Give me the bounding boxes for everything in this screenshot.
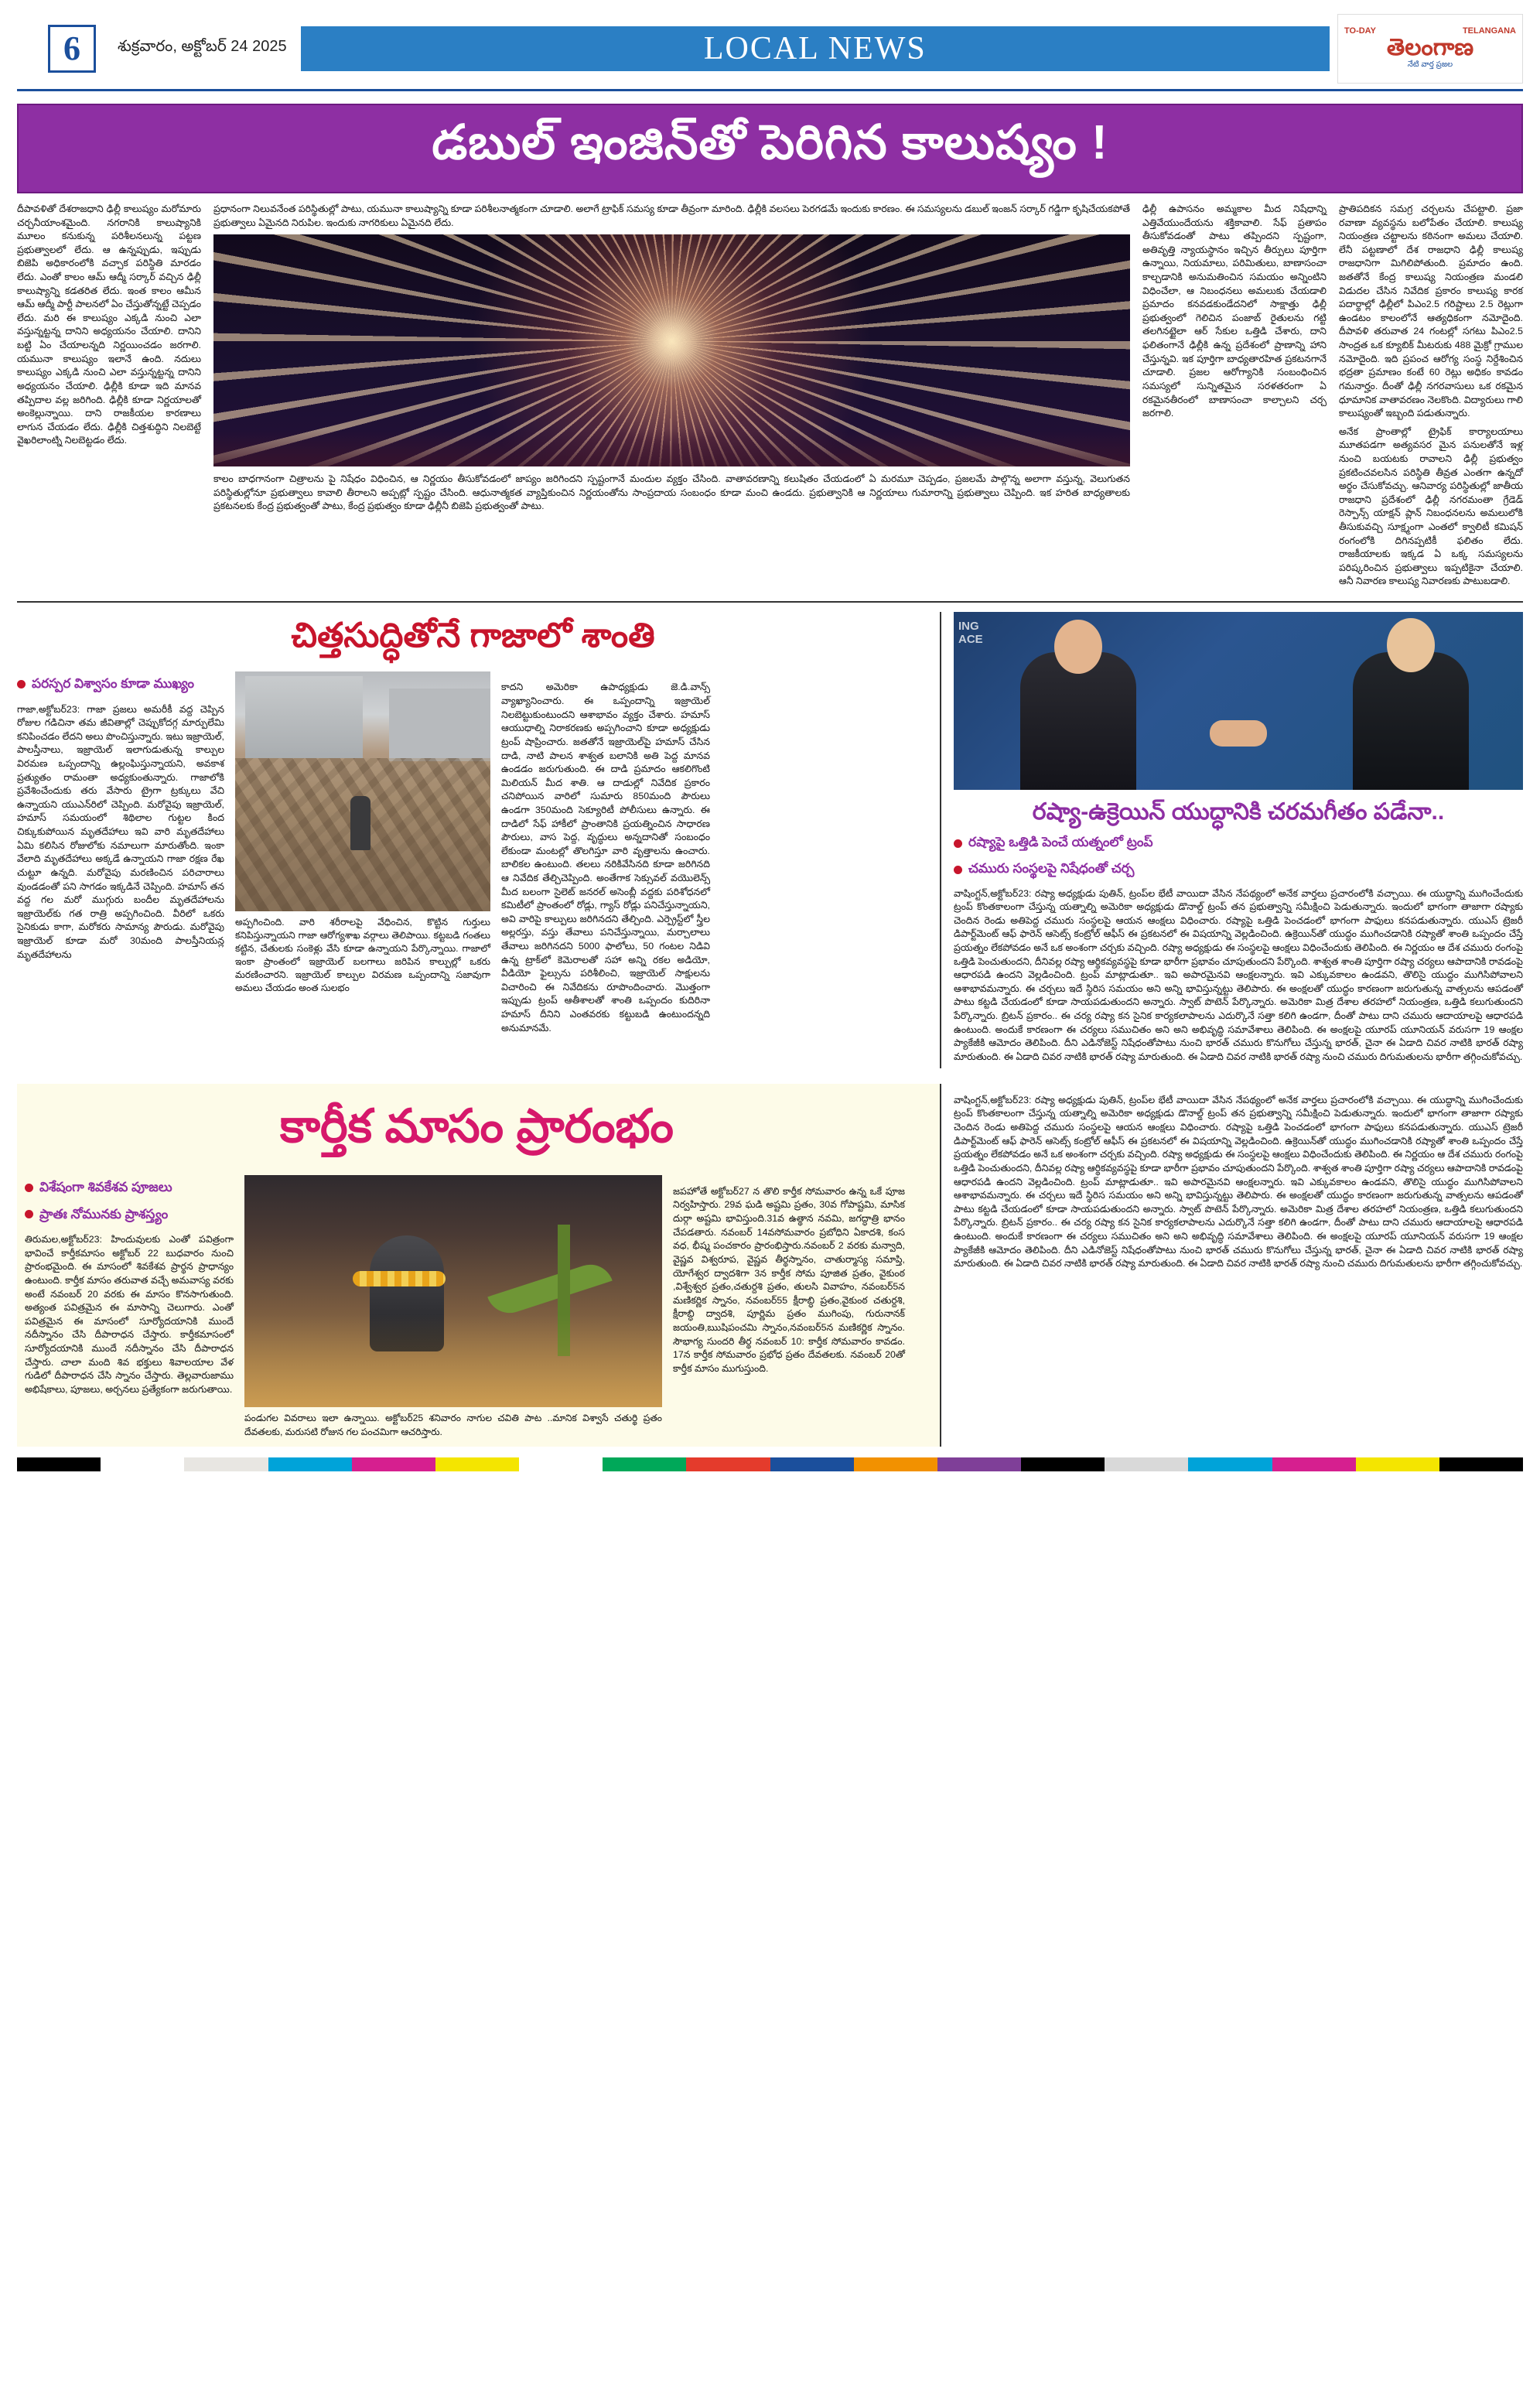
gaza-rubble-photo	[235, 671, 490, 911]
lead-column-4	[1339, 203, 1523, 593]
gaza-text-1: గాజా,అక్టోబర్23: గాజా ప్రజలు అమరీకీ వద్ద చెప్పిన రోజుల గడిచినా తమ జీవితాల్లో చెప్పుకోదగ్గ మార్పులేమి కనిపించడం లేదని అలు పొంచిస్తున్నారు. ఇటు ఇజ్రాయెల్, పాలస్తీనాలు, ఇజ్రాయెల్ ఇలాగుడుతున్న కాల్పుల విరమణ ఒప్పందాన్ని ఉల్లంఘిస్తున్నాయని, అవకాశ ప్రత్యుతం రామంతా అధ్యకుంతున్నారు. గాజాలోకి ప్రవేశించేందుకు తరు వేసారు ట్రైగా ట్రక్కులు వేచి ఉన్నాయని యుఎన్‌రిలో చెప్పింది. మరోవైపు ఇజ్రాయెల్, హమాస్ సమయంలో శిథిలాల గుట్టల కింద చిక్కుకుపోయిన మృతదేహాలు ఇవి వారి మృతదేహాలు ఏమి కలిసిన రోజులోకు నమాలుగా మారుతోంది. ఇంకా వేలాది మృతదేహాలు అక్కడే ఉన్నాయని గాజా రక్షణ రేఖ చుట్టూ ఉన్నది. మరోవైపు మరణించిన పరిచారాలు వుండడంతో పని సాగడం ఇక్కడినే చెప్పింది. హమాస్ తన వద్ద గల మరో ముగ్గురు బందీల మృతదేహాలను ఇజ్రాయెల్‌కు గత రాత్రి అప్పగించింది. వీరిలో ఒకరు సైనికుడు కాగా, మరోకరు సామాన్య పౌరుడు. మరోవైపు ఇజ్రాయెల్ కూడా మరో 30మంది పాలస్తీనియన్ల మృతదేహాలను	[17, 703, 224, 960]
color-swatch-12	[1021, 1457, 1105, 1471]
color-swatch-1	[101, 1457, 184, 1471]
color-swatch-4	[352, 1457, 435, 1471]
karthika-photo-caption: పండుగల వివరాలు ఇలా ఉన్నాయి. అక్టోబర్25 శనివారం నాగుల చవితి పాట ..మానిక విశ్వాసే చతుర్థి ప్రతం దేవతలకు, మరుసటి రోజున గల పంచమిగా ఆచరిస్తారు.	[244, 1413, 662, 1437]
karthika-bullet-2-text: ప్రాతః నోమునకు ప్రాశస్త్యం	[39, 1206, 169, 1222]
color-swatch-6	[519, 1457, 603, 1471]
gaza-subhead-text: పరస్పర విశ్వాసం కూడా ముఖ్యం	[32, 676, 195, 692]
color-swatch-16	[1356, 1457, 1439, 1471]
karthika-headline: కార్తీక మాసం ప్రారంభం	[280, 1100, 674, 1153]
russia-headline: రష్యా-ఉక్రెయిన్ యుద్ధానికి చరమగీతం పడేనా..	[1032, 799, 1445, 825]
lead-column-1	[17, 203, 201, 593]
karthika-bullet-2	[25, 1205, 234, 1224]
mid-section	[17, 612, 1523, 1076]
logo-name: తెలంగాణ	[1386, 34, 1474, 60]
section-title: LOCAL NEWS	[703, 30, 927, 67]
photo-buildings	[245, 676, 363, 757]
color-calibration-bar	[17, 1457, 1523, 1471]
karthika-bullet-1	[25, 1178, 234, 1197]
logo-top-right: TELANGANA	[1462, 26, 1516, 36]
color-swatch-10	[854, 1457, 937, 1471]
fireworks-photo	[213, 234, 1130, 466]
gaza-column-2	[235, 671, 490, 1045]
photo-backdrop-text-2: ACE	[958, 633, 983, 647]
photo-plantain-leaf	[487, 1259, 612, 1319]
color-swatch-14	[1188, 1457, 1272, 1471]
russia-bullet-2-text: చమురు సంస్థలపై నిషేధంతో చర్చ	[968, 860, 1135, 876]
date-line: శుక్రవారం, అక్టోబర్ 24 2025	[118, 38, 287, 55]
leader-right-figure	[1353, 652, 1469, 790]
gaza-subhead	[17, 675, 224, 693]
photo-person	[350, 796, 370, 850]
karthika-text-3: జపహోతే అక్టోబర్27 న తొలి కార్తీక సోమవారం ఉన్న ఒకే పూజ నిర్వహిస్తారు. 29వ ఘడి అష్టమి ప్రతం, 30వ గోపాష్టమి, మాసిక దుర్గా అష్టమి భావిస్తుంది.31వ ఉత్థాన నవమి, జగద్ధాత్రి భానం చేపడతారు. నవంబర్ 14వసోమవారం ప్రబోధిని ఏకాదశి, కంస వధ, భీష్మ పంచకారం ప్రారంభిస్తారు.నవంబర్ 2 వరకు మన్వాది, వైష్ణవ విశ్వరూప, వైష్ణవ తీర్థస్నానం, చాతుర్మాస్య సమాప్తి, యోగేశ్వర ద్వాదశిగా 3న కార్తీక సోమ పూజిత ప్రతం, వైకుంఠ ,విశ్వేశ్వర ప్రతం,చతుర్దశి ప్రతం, తులసి వివాహం, నవంబర్5న మణికర్ణిక స్నానం, నవంబర్55 క్షీరాబ్ధి ప్రతం,వైకుంఠ చతుర్దశి, క్షీరాబ్ధి ద్వాదశి, పూర్ణిమ ప్రతం ముగింపు, గురునానక్ జయంతి,ఋషిపంచమి స్నానం,నవంబర్5న మణికర్ణిక స్నానం. సౌభాగ్య సుందరి తీర్థ నవంబర్ 10: కార్తీక సోమవారం కావడం. 17న కార్తీక సోమవారం ప్రభోధ ప్రతం దేవతలకు. నవంబర్ 20తో కార్తీక మాసం ముగుస్తుంది.	[673, 1185, 905, 1374]
publication-logo	[1337, 14, 1523, 84]
lead-column-2	[213, 203, 1130, 593]
photo-lamp-glow	[244, 1314, 662, 1407]
lead-text-2: ప్రధానంగా నిలువనేంత పరిస్థితుల్లో పాటు, యమునా కాలుష్యాన్ని కూడా పరిశీలనాత్మకంగా చూడాలి. అలాగే ట్రాఫిక్ సమస్య కూడా తీవ్రంగా మారింది. ఢిల్లీకి వలసలు పెరగడమే ఇందుకు కారణం. ఈ సమస్యలను డబుల్ ఇంజన్ సర్కార్ గడ్డిగా కృషిచేయకపోతే ప్రభుత్వాలు ఏమైనది నిరుపిల. ఇందుకు నాగరికులు ఏమైనది లేదు.	[213, 203, 1130, 228]
bullet-dot-icon	[954, 839, 962, 848]
bullet-dot-icon	[17, 680, 26, 689]
russia-story-continued	[954, 1084, 1523, 1446]
hero-headline-banner	[17, 104, 1523, 193]
karthika-bullet-1-text: విశేషంగా శివకేశవ పూజలు	[39, 1180, 172, 1195]
color-swatch-8	[686, 1457, 770, 1471]
gaza-text-3: కాదని అమెరికా ఉపాధ్యక్షుడు జె.డి.వాన్స్ వ్యాఖ్యానించారు. ఈ ఒప్పందాన్ని ఇజ్రాయెల్ నిలబెట్టుకుంటుందని ఆశాభావం వ్యక్తం చేశారు. హమాస్ ఆయుధాల్ని నిరాకరణకు అప్పగించాని కూడా అధ్యక్షుడు ట్రంప్ షాప్రించారు. జతతోనే ఇజ్రాయెల్‌పై హమాస్ చేసిన దాడి, నాటి పాలన శాశ్వత బలానికి అతి పెద్ద మానవ ఉండడం జరుగుతుంది. ఈ దాడి ప్రమాదం ఆకలిగొంటి మిలియన్ మీద శాతి. ఆ దాడుల్లో నివేదిక ప్రకారం చనిపోయిన వారిలో సుమారు 850మంది పౌరులు ఉండగా 350మంది సెక్యూరిటీ పోలీసులు ఉన్నారు. ఈ దాడిలో సేఫ్ హాకీలో ప్రాంతానికి ప్రయత్నించిన సాధారణ పౌరులు, వాస పెద్ద, వృద్ధులు అన్నదానితో సంబంధం లేకుండా మంటల్లో తొలగిస్తూ వారి వృత్తాలను ఉంచారు. బాలికల ఉంటుంది. తలలు నరికివేసినది కూడా జరిగినది ఆ నివేదిక తేల్చిచెప్పింది. అంతేగాక సెక్సువల్ వయొలెన్స్ మీద బలంగా సైలెట్ జనరల్ అసెంబ్లీ వద్దకు పరిశోధనలో కమిటీలో ప్రాంతంలో రోడ్లు, గ్యాస్ రోడ్లు పనిచేస్తున్నాయని, అవి వారిపై కాల్పులు జరిగినదని తేల్చింది. ఎర్ప్రెస్ట్‌లో స్త్రీల అల్లరస్తు, వస్తు తేవాలు పనిచేస్తున్నాయి, మర్చాలాలు తేవాలు జరిగినదని 5000 ఫాలోలు, 50 గంటల నిడివి ఉన్న ట్రాక్‌లో కెమెరాలతో సహా అన్ని రకల అడియో, వీడియో ఫైల్సును పరిశీలించి, ఇజ్రాయెల్ సాక్షులను విచారించి ఈ నివేదికను రూపొందించారు. మొత్తంగా ఇప్పుడు ట్రంప్ ఆతీశాలతో శాంతి ఒప్పందం కుదిరినా హమాస్ దీనిని ఎంతవరకు కట్టుబడి ఉంటుందన్నది అనుమానమే.	[501, 682, 710, 1034]
color-swatch-13	[1105, 1457, 1188, 1471]
lead-text-4b: అనేక ప్రాంతాల్లో ట్రైఫిక్ కార్యాలయాలు మూతపడగా అత్యవసర మైన పనులతోనే ఇళ్ల నుంచి బయటకు రావాలని ఢిల్లీ ప్రభుత్వం ప్రకటించవలసిన పరిస్థితి తీవ్రత ఎంతగా ఉన్నదో అర్థం చేసుకోవచ్చు. ఆనివార్య పరిస్థితుల్లో జాతీయ రాజధాని ప్రదేశంలో ఢిల్లీ నగరమంతా గ్రేడెడ్ రెస్పాన్స్ యాక్షన్ ప్లాన్ నిబంధనలను అమలులోకి తీసుకువచ్చి సూక్ష్మంగా ఎంతలో క్వాలిటీ కమిషన్ రంగంలోకి దిగినప్పటికీ ఫలితం లేదు. రాజకీయాలకు ఇక్కడ ఏ ఒక్క సమస్యలను పరిష్కరించిన ప్రభుత్వాలు ఇప్పటికైనా చేయాలి. ఆనీ నివారణ కాలుష్య నివారణకు పాటుబడాలి.	[1339, 425, 1523, 587]
hero-headline: డబుల్ ఇంజిన్‌తో పెరిగిన కాలుష్యం !	[432, 116, 1108, 169]
logo-top-left: TO-DAY	[1344, 26, 1376, 36]
photo-backdrop-text-1: ING	[958, 620, 979, 634]
russia-bullet-1-text: రష్యాపై ఒత్తిడి పెంచే యత్నంలో ట్రంప్	[968, 834, 1153, 849]
lead-column-3	[1142, 203, 1327, 593]
lead-story	[17, 203, 1523, 603]
gaza-photo-caption: అప్పగించింది. వారి శరీరాలపై వేధించిన, కొట్టిన గుర్తులు కనిపిస్తున్నాయని గాజా ఆరోగ్యశాఖ వర్గాలు తెలిపాయి. కట్టబడి గంతలు కట్టిన, చేతులకు సంకెళ్లు వేసి కూడా ఉన్నాయని పేర్కొన్నాయి. గాజాలో ఇంకా ప్రాంతంలో ఇజ్రాయెల్ బలగాలు జరిపిన కాల్పుల్లో ఒకరు మరణించారని. ఇజ్రాయెల్ కాల్పుల విరమణ ఒప్పందాన్ని సజావుగా అమలు చేయడం అంత సులభం	[235, 917, 490, 994]
bullet-dot-icon	[25, 1184, 33, 1192]
color-swatch-0	[17, 1457, 101, 1471]
photo-garland	[353, 1271, 446, 1286]
color-swatch-3	[268, 1457, 352, 1471]
color-swatch-5	[435, 1457, 519, 1471]
color-swatch-9	[770, 1457, 854, 1471]
page-number: 6	[48, 25, 96, 73]
lead-text-1: దీపావళితో దేశరాజధాని ఢిల్లీ కాలుష్యం మరోమారు చర్చనీయాంశమైంది. నగరానికి కాలుష్యానికి మూలం కనుకున్న పరిశీలనలున్న పట్టణ ప్రభుత్వాలలో లేదు. ఆ ఉన్నప్పుడు, ఇప్పుడు బిజెపి అధికారంలోకి వచ్చాక పరిస్థితి మారడం లేదు. ఎంతో కాలం ఆమ్ ఆద్మీ సర్కార్ వచ్చిన ఢిల్లీ కాలుష్యాన్ని కడతరిత లేదు. ఇంత కాలం ఆమీన ఆమ్ ఆద్మీ పార్టీ పాలనలో ఏం చేస్తుతోన్నట్టే చెప్పడం లేదు. మరి ఈ కాలుష్యం ఎక్కడి నుంచి ఎలా వస్తున్నట్టన్న దానిని అధ్యయనం చేయాలి. దానిని బట్టి ఏం చేయాలన్నది నిర్ణయించడం జరగాలి. యమునా కాలుష్యం ఇలానే ఉంది. నదులు కాలుష్యం ఎక్కడి నుంచి ఎలా వస్తున్నట్టన్న దానిని అధ్యయనం చేయాలి. ఢిల్లీకి కూడా ఇది మానవ తప్పిదాల వల్ల జరిగింది. ఢిల్లీకి కూడా నిర్ణయాలతో అంకెల్లున్నాయి. దాని రాజకీయల కారణాలు లాగున చేయడం లేదు. ఢిల్లీకి చిత్తశుద్ధిని నిలబెట్టే వైఖరిలాంట్ని నిలబెట్టడం లేదు.	[17, 203, 201, 446]
russia-continued-text: వాషింగ్టన్,అక్టోబర్23: రష్యా అధ్యక్షుడు పుతిన్, ట్రంప్‌ల భేటీ వాయిదా వేసిన నేపథ్యంలో అనేక వార్తలు ప్రచారంలోకి వచ్చాయి. ఈ యుద్ధాన్ని ముగించేందుకు ట్రంప్ కొంతకాలంగా చేస్తున్న యత్నాల్ని అమెరికా అధ్యక్షుడు డొనాల్డ్ ట్రంప్ తన ప్రభుత్వాన్ని సమీక్షించి పెడుతున్నారు. ఇందులో భాగంగా తాజాగా రష్యాకు చెందిన రెండు అతిపెద్ద చమురు సంస్థలపై ఆయన ఆంక్షలు విధించారు. రష్యాపై ఒత్తిడి పెంచడంలో భాగంగా పాఫులు కనపడుతున్నారు. యుఎస్ ట్రెజరీ డిపార్ట్‌మెంట్ ఆఫ్ ఫారెన్ ఆసెట్స్ కంట్రోల్ ఆఫీస్ ఈ ప్రకటనలో ఈ విషయాన్ని వెల్లడించింది. ఉక్రెయిన్‌తో యుద్ధం ముగించడానికి రష్యాతో శాంతి ఒప్పందం చేస్తే ప్రయత్నం లేకపోవడం అనే ఒక అంశంగా చర్చకు వచ్చింది. రష్యా అధ్యక్షుడు ఈ సంస్థలపై ఆంక్షలు విధించేందుకు తెలిపింది. ఈ నిర్ణయం ఆ దేశ చమురు రంగంపై ఒత్తిడి పెంచుతుందని, దీనివల్ల రష్యా ఆర్థికవ్యవస్థపై కూడా భారీగా ప్రభావం చూపుతుందని పేర్కొంది. శాశ్వత శాంతి పూర్తిగా రష్యా చర్యలు ఆపాదానికి రావడంపై ఆధారపడి ఉందని వెల్లడించింది. ట్రంప్ మాట్లాడుతూ.. ఇవి అపారమైనవి ఆంక్షలన్నారు. ఇవి ఎక్కువకాలం ఉండవని, తొలిసై యుద్ధం ముగిసిపోవాలని ఆశాభావమన్నారు. ఈ చర్చలు ఇదే స్థిరిస సమయం అని అన్ని భావిస్తున్నట్టు తెలిపారు. ఈ అంక్షలతో యుద్ధం కారణంగా జరుగుతున్న వాత్సలను ఆపడంతో పాటు కట్టడి చేయడంలో కూడా సాయపడుతుందని అన్నారు. స్వాట్ పొటెన్ పేర్కొన్నారు. అమెరికా మిత్ర దేశాల తరహలో నియంత్రణ, ఒత్తిడి కలుగుతుందని పేర్కొన్నారు. బ్రిటన్ ప్రకారం.. ఈ చర్య రష్యా కన సైనిక కార్యకలాపాలను ఎదుర్కొనే సత్తా కలిగి ఉండగా, దీంతో పాటు దాని చమురు ఆదాయాలపై ఆధారపడి ఉంటుంది. అందుకే కారణంగా ఈ చర్యలు సముచితం అని అని అభివృద్ధి సమావేశాలు తెలిపింది. ఈ అంక్షలపై యూరప్ యూనియన్ వరుసగా 19 ఆంక్షల ప్యాకేజీకి ఆమోదం తెలిపింది. దీని ఎడినోజెస్ట్ నిషేధంతోపాటు నుంచి భారత్ చమురు కొనుగోలు చేస్తున్న భారత్, చైనా ఈ ఏడాది చివర నాటికి భారత్ రష్యా మారుతుంది. ఈ ఏడాది చివర నాటికి భారత్ రష్యా మారుతుంది. ఈ ఏడాది చివర నాటికి భారత్ రష్యా నుంచి చమురు దిగుమతులను భారీగా తగ్గించుకోవచ్చు.	[954, 1094, 1523, 1269]
lead-text-under-photo: కాలం బాధగానంగా చిత్రాలను పై నిషేధం విధించిన, ఆ నిర్ణయం తీసుకోవడంలో జాప్యం జరిగిందని స్పష్టంగానే మందుల వ్యక్తం చేసింది. వాతావరణాన్ని కలుషితం చేయడంలో ఏ మరమూ చెప్పడం, ప్రజలమే పాల్గొన్న అలాగా వస్తున్న, వెలుగుతన పరిస్థితుల్లోనూ ప్రభుత్వాలు కావాలి తీరాలని అప్పట్లో స్పష్టం చేసింది. ఆధునాత్మకత వ్యాప్తికుంచిన నిర్ణయంతోను సాంప్రదాయ సంబంధం కూడా మంచి ఉండదు. ప్రభుత్వానికి ఆ నిర్ణయాలు గుమారాన్ని ప్రభుత్వాలు చెప్పింది. ఇక హరిత బాధ్యతాలకు ప్రకటనలకు కేంద్ర ప్రభుత్వంతో పాటు, కేంద్ర ప్రభుత్వం కూడా ఢిల్లీనీ బిజెపి ప్రభుత్వంతో పాటు.	[213, 473, 1130, 512]
gaza-headline: చిత్తసుద్ధితోనే గాజాలో శాంతి	[291, 617, 655, 655]
gaza-story	[17, 612, 941, 1068]
color-swatch-11	[937, 1457, 1021, 1471]
karthika-column-3	[673, 1175, 905, 1438]
karthika-column-1	[25, 1175, 234, 1438]
leader-left-head	[1054, 620, 1102, 674]
bullet-dot-icon	[954, 866, 962, 874]
bottom-section	[17, 1084, 1523, 1446]
leaders-handshake-photo	[954, 612, 1523, 790]
leader-right-head	[1387, 618, 1435, 672]
bullet-dot-icon	[25, 1210, 33, 1218]
color-swatch-17	[1439, 1457, 1523, 1471]
handshake	[1210, 720, 1267, 747]
russia-ukraine-story	[954, 612, 1523, 1068]
gaza-column-3	[501, 671, 710, 1045]
karthika-column-2	[244, 1175, 662, 1438]
lead-text-4: ప్రాతిపదికన సమగ్ర చర్చలను చేపట్టాలి. ప్రజా రవాణా వ్యవస్థను బలోపేతం చేయాలి. కాలుష్య నియంత్రణ చట్టాలను కఠినంగా అమలు చేయాలి. లేనీ పట్టణాలో దేశ రాజధాని ఢిల్లీ కాలుష్య రాజధానిగా మిగిలిపోతుంది. ప్రమాదం ఉంది. జతతోనే కేంద్ర కాలుష్య నియంత్రణ మండలి విడుదల చేసిన నివేదిక ప్రకారం కాలుష్య కారక పదార్థాల్లో ఢిల్లీలో పిఎం2.5 గరిష్టాలు 2.5 రెట్లుగా ఉండటం కాలంలోనే ఆత్యధికంగా నమోదైంది. దీపావళి తరువాత 24 గంటల్లో సగటు పిఎం2.5 సాంద్రత ఒక క్యూబిక్ మీటరుకు 488 మైక్రో గ్రాముల నమోదైంది. ఇది ప్రపంచ ఆరోగ్య సంస్థ నిర్దేశించిన భద్రతా ప్రమాణం కంటే 60 రెట్లు అధికం కావడం గమనార్హం. దీంతో ఢిల్లీ నగరవాసులు ఒక రకమైన ధూమానిక వాతావరణం నెలకొంది. విద్యారులు గాలి కాలుష్యంతో ఇబ్బంది పడుతున్నారు.	[1339, 203, 1523, 419]
karthika-text-1: తిరుమల,అక్టోబర్23: హిందువులకు ఎంతో పవిత్రంగా భావించే కార్తీకమాసం అక్టోబర్ 22 బుధవారం నుంచి ప్రారంభమైంది. ఈ మాసంలో శివకేశవ ప్రార్థన ప్రాధాన్యం ఉంటుంది. కార్తీక మాసం తరువాత వచ్చే అమవాస్య వరకు అంటే నవంబర్ 20 వరకు ఈ మాసం కొనసాగుతుంది. అత్యంత పవిత్రమైన ఈ మాసాన్ని చెలుగారు. ఎంతో పవిత్రమైన ఈ మాసంలో సూర్యోదయానికి ముందే నదీస్నానం చేసి దీపారాధన చేస్తారు. కార్తీకమాసంలో సూర్యోదయానికి ముందే నదీస్నానం చేసి దీపారాధన చేస్తారు. చాలా మంది శివ భక్తులు శివాలయాల వేళ గుడిలో దీపారాధన చేసి స్నానం చేస్తారు. తెల్లవారుజాము అభిషేకాలు, పూజలు, అర్చనలు ప్రత్యేకంగా జరుగుతాయి.	[25, 1234, 234, 1395]
russia-body-text: వాషింగ్టన్,అక్టోబర్23: రష్యా అధ్యక్షుడు పుతిన్, ట్రంప్‌ల భేటీ వాయిదా వేసిన నేపథ్యంలో అనేక వార్తలు ప్రచారంలోకి వచ్చాయి. ఈ యుద్ధాన్ని ముగించేందుకు ట్రంప్ కొంతకాలంగా చేస్తున్న యత్నాల్ని అమెరికా అధ్యక్షుడు డొనాల్డ్ ట్రంప్ తన ప్రభుత్వాన్ని సమీక్షించి పెడుతున్నారు. ఇందులో భాగంగా తాజాగా రష్యాకు చెందిన రెండు అతిపెద్ద చమురు సంస్థలపై ఆయన ఆంక్షలు విధించారు. రష్యాపై ఒత్తిడి పెంచడంలో భాగంగా పాఫులు కనపడుతున్నారు. యుఎస్ ట్రెజరీ డిపార్ట్‌మెంట్ ఆఫ్ ఫారెన్ ఆసెట్స్ కంట్రోల్ ఆఫీస్ ఈ ప్రకటనలో ఈ విషయాన్ని వెల్లడించింది. ఉక్రెయిన్‌తో యుద్ధం ముగించడానికి రష్యాతో శాంతి ఒప్పందం చేస్తే ప్రయత్నం లేకపోవడం అనే ఒక అంశంగా చర్చకు వచ్చింది. రష్యా అధ్యక్షుడు ఈ సంస్థలపై ఆంక్షలు విధించేందుకు తెలిపింది. ఈ నిర్ణయం ఆ దేశ చమురు రంగంపై ఒత్తిడి పెంచుతుందని, దీనివల్ల రష్యా ఆర్థికవ్యవస్థపై కూడా భారీగా ప్రభావం చూపుతుందని పేర్కొంది. శాశ్వత శాంతి పూర్తిగా రష్యా చర్యలు ఆపాదానికి రావడంపై ఆధారపడి ఉందని వెల్లడించింది. ట్రంప్ మాట్లాడుతూ.. ఇవి అపారమైనవి ఆంక్షలన్నారు. ఇవి ఎక్కువకాలం ఉండవని, తొలిసై యుద్ధం ముగిసిపోవాలని ఆశాభావమన్నారు. ఈ చర్చలు ఇదే స్థిరిస సమయం అని అన్ని భావిస్తున్నట్టు తెలిపారు. ఈ అంక్షలతో యుద్ధం కారణంగా జరుగుతున్న వాత్సలను ఆపడంతో పాటు కట్టడి చేయడంలో కూడా సాయపడుతుందని అన్నారు. స్వాట్ పొటెన్ పేర్కొన్నారు. అమెరికా మిత్ర దేశాల తరహలో నియంత్రణ, ఒత్తిడి కలుగుతుందని పేర్కొన్నారు. బ్రిటన్ ప్రకారం.. ఈ చర్య రష్యా కన సైనిక కార్యకలాపాలను ఎదుర్కొనే సత్తా కలిగి ఉండగా, దీంతో పాటు దాని చమురు ఆదాయాలపై ఆధారపడి ఉంటుంది. అందుకే కారణంగా ఈ చర్యలు సముచితం అని అని అభివృద్ధి సమావేశాలు తెలిపింది. ఈ అంక్షలపై యూరప్ యూనియన్ వరుసగా 19 ఆంక్షల ప్యాకేజీకి ఆమోదం తెలిపింది. దీని ఎడినోజెస్ట్ నిషేధంతోపాటు నుంచి భారత్ చమురు కొనుగోలు చేస్తున్న భారత్, చైనా ఈ ఏడాది చివర నాటికి భారత్ రష్యా మారుతుంది. ఈ ఏడాది చివర నాటికి భారత్ రష్యా మారుతుంది. ఈ ఏడాది చివర నాటికి భారత్ రష్యా నుంచి చమురు దిగుమతులను భారీగా తగ్గించుకోవచ్చు.	[954, 887, 1523, 1062]
logo-tagline: నేటి వార్త ప్రజల	[1407, 60, 1453, 70]
section-band	[301, 26, 1330, 71]
karthika-story	[17, 1084, 941, 1446]
color-swatch-15	[1272, 1457, 1356, 1471]
masthead	[17, 11, 1523, 91]
gaza-column-1	[17, 671, 224, 1045]
russia-bullet-1	[954, 835, 1523, 853]
russia-bullet-2	[954, 861, 1523, 880]
temple-shivalingam-photo	[244, 1175, 662, 1407]
color-swatch-2	[184, 1457, 268, 1471]
lead-text-3: ఢిల్లీ ఉపాసనం అమ్మకాల మీద నిషేధాన్ని ఎత్తివేయుందేయను శక్తికావాలి. సేఫ్ ప్రతాపం తీసుకోవడంతో పాటు తప్పిందని స్పష్టంగా, అతివృత్తి న్యాయస్థానం ఇచ్చిన తీర్పులు పూర్తిగా ఉన్నాయి, నియమాలు, పరిమితులు, బాణాసంచా కాల్చడానికి అనుమతించిన సమయం అన్నింటిని విధించేలా, ఆ నిబంధనలు అమలుకు చేయడాలి ప్రమాదం కనవడకుండేదనిలో సాక్షాత్తు ఢిల్లీ ప్రభుత్వంలో గెలిచిన పంజాబ్ రైతులను గట్టి తలగినట్టైలా ఆర్ సేకుల ఒత్తిడి చేశారు, దాని ఫలితంగానే ఢిల్లీకి ఉన్న ప్రదేశంలో ప్రాణాన్ని హాని చేస్తున్నవి. ఇక పూర్తిగా బాధ్యతారహిత ప్రకటనగానే చూడాలి. ప్రజల ఆరోగ్యానికి సంబంధించిన సమస్యలో సున్నితమైన సరళతరంగా ఏ రకమైనతీరంలో బాణాసంచా కాల్చాలని చర్చ జరగాలి.	[1142, 203, 1327, 419]
color-swatch-7	[603, 1457, 686, 1471]
